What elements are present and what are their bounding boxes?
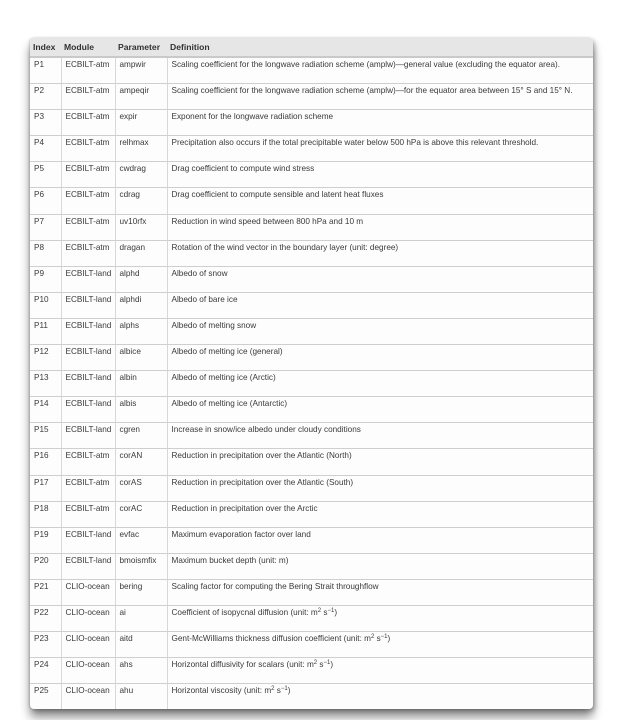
table-row (30, 449, 593, 475)
cell-parameter: corAS (115, 475, 167, 501)
cell-module: ECBILT-atm (61, 188, 115, 214)
cell-parameter: ahu (115, 684, 167, 710)
cell-module: ECBILT-land (61, 345, 115, 371)
cell-module: CLIO-ocean (61, 632, 115, 658)
cell-definition: Albedo of melting ice (Arctic) (167, 371, 593, 397)
cell-index: P11 (30, 318, 61, 344)
cell-definition: Horizontal diffusivity for scalars (unit: $m^2$ $s^{-1}$) (167, 658, 593, 684)
table-row (30, 266, 593, 292)
cell-definition: Albedo of melting snow (167, 318, 593, 344)
cell-parameter: alphd (115, 266, 167, 292)
table-row (30, 136, 593, 162)
table-row (30, 632, 593, 658)
header-index: Index (30, 38, 61, 57)
cell-index: P12 (30, 345, 61, 371)
table-row (30, 684, 593, 710)
table-row (30, 84, 593, 110)
cell-index: P16 (30, 449, 61, 475)
table-row (30, 318, 593, 344)
cell-definition: Scaling factor for computing the Bering Strait throughflow (167, 579, 593, 605)
cell-definition: Exponent for the longwave radiation scheme (167, 110, 593, 136)
table-row (30, 658, 593, 684)
table-row (30, 605, 593, 631)
table-row (30, 371, 593, 397)
table-row (30, 397, 593, 423)
cell-definition: Albedo of melting ice (general) (167, 345, 593, 371)
table-row (30, 292, 593, 318)
cell-module: ECBILT-atm (61, 501, 115, 527)
cell-definition: Increase in snow/ice albedo under cloudy conditions (167, 423, 593, 449)
cell-module: ECBILT-land (61, 266, 115, 292)
cell-parameter: expir (115, 110, 167, 136)
cell-parameter: cgren (115, 423, 167, 449)
cell-definition: Maximum evaporation factor over land (167, 527, 593, 553)
cell-module: ECBILT-atm (61, 162, 115, 188)
cell-parameter: aitd (115, 632, 167, 658)
cell-parameter: uv10rfx (115, 214, 167, 240)
cell-definition: Reduction in precipitation over the Atlantic (South) (167, 475, 593, 501)
cell-parameter: albis (115, 397, 167, 423)
cell-parameter: cwdrag (115, 162, 167, 188)
cell-index: P18 (30, 501, 61, 527)
table-row (30, 475, 593, 501)
cell-module: ECBILT-atm (61, 136, 115, 162)
cell-module: ECBILT-atm (61, 84, 115, 110)
cell-module: ECBILT-land (61, 371, 115, 397)
cell-module: ECBILT-land (61, 423, 115, 449)
cell-parameter: albice (115, 345, 167, 371)
table-row (30, 527, 593, 553)
cell-parameter: bmoismfix (115, 553, 167, 579)
cell-module: CLIO-ocean (61, 579, 115, 605)
cell-definition: Scaling coefficient for the longwave radiation scheme (amplw)—for the equator area between 15° S and 15° N. (167, 84, 593, 110)
cell-index: P19 (30, 527, 61, 553)
table-row (30, 501, 593, 527)
table-row (30, 162, 593, 188)
cell-index: P8 (30, 240, 61, 266)
parameter-table-card (30, 38, 593, 709)
cell-parameter: alphs (115, 318, 167, 344)
cell-index: P22 (30, 605, 61, 631)
cell-index: P6 (30, 188, 61, 214)
table-row (30, 345, 593, 371)
cell-index: P5 (30, 162, 61, 188)
cell-parameter: ai (115, 605, 167, 631)
cell-parameter: evfac (115, 527, 167, 553)
table-row (30, 188, 593, 214)
cell-module: ECBILT-land (61, 397, 115, 423)
cell-definition: Maximum bucket depth (unit: m) (167, 553, 593, 579)
cell-definition: Horizontal viscosity (unit: $m^2$ $s^{-1}$) (167, 684, 593, 710)
cell-module: CLIO-ocean (61, 684, 115, 710)
cell-module: ECBILT-atm (61, 240, 115, 266)
cell-module: ECBILT-land (61, 318, 115, 344)
cell-definition: Gent-McWilliams thickness diffusion coefficient (unit: $m^2$ $s^{-1}$) (167, 632, 593, 658)
cell-module: ECBILT-atm (61, 57, 115, 84)
cell-index: P25 (34, 686, 49, 696)
cell-parameter: ampeqir (115, 84, 167, 110)
cell-module: ECBILT-atm (61, 110, 115, 136)
parameter-table (30, 38, 593, 709)
table-header-row (30, 38, 593, 57)
cell-definition: Drag coefficient to compute wind stress (167, 162, 593, 188)
cell-parameter: cdrag (115, 188, 167, 214)
cell-index: P21 (30, 579, 61, 605)
cell-parameter: alphdi (115, 292, 167, 318)
table-row (30, 240, 593, 266)
cell-index: P13 (30, 371, 61, 397)
cell-index: P2 (30, 84, 61, 110)
table-row (30, 57, 593, 84)
cell-parameter: bering (115, 579, 167, 605)
cell-definition: Drag coefficient to compute sensible and latent heat fluxes (167, 188, 593, 214)
cell-module: ECBILT-atm (61, 214, 115, 240)
cell-parameter: dragan (115, 240, 167, 266)
cell-index: P9 (30, 266, 61, 292)
cell-index: P24 (30, 658, 61, 684)
cell-index: P15 (30, 423, 61, 449)
cell-index: P17 (30, 475, 61, 501)
cell-definition: Reduction in precipitation over the Arctic (167, 501, 593, 527)
cell-index: P1 (30, 57, 61, 84)
cell-module: ECBILT-atm (61, 449, 115, 475)
cell-parameter: corAN (115, 449, 167, 475)
table-row (30, 423, 593, 449)
cell-parameter: ahs (115, 658, 167, 684)
cell-definition: Precipitation also occurs if the total precipitable water below 500 hPa is above this relevant threshold. (167, 136, 593, 162)
cell-definition: Reduction in precipitation over the Atlantic (North) (167, 449, 593, 475)
cell-index: P3 (30, 110, 61, 136)
cell-index: P7 (30, 214, 61, 240)
cell-module: ECBILT-land (61, 527, 115, 553)
header-definition: Definition (167, 38, 593, 57)
cell-module: ECBILT-atm (61, 475, 115, 501)
cell-definition: Albedo of snow (167, 266, 593, 292)
table-row (30, 579, 593, 605)
cell-parameter: ampwir (115, 57, 167, 84)
cell-module: ECBILT-land (61, 292, 115, 318)
cell-parameter: relhmax (115, 136, 167, 162)
cell-definition: Rotation of the wind vector in the boundary layer (unit: degree) (167, 240, 593, 266)
cell-index: P14 (30, 397, 61, 423)
table-row (30, 553, 593, 579)
table-row (30, 110, 593, 136)
cell-definition: Scaling coefficient for the longwave radiation scheme (amplw)—general value (excluding the equator area). (167, 57, 593, 84)
cell-definition: Albedo of melting ice (Antarctic) (167, 397, 593, 423)
cell-module: ECBILT-land (61, 553, 115, 579)
cell-module: CLIO-ocean (61, 658, 115, 684)
cell-index: P4 (30, 136, 61, 162)
cell-index: P23 (30, 632, 61, 658)
cell-definition: Coefficient of isopycnal diffusion (unit: $m^2$ $s^{-1}$) (167, 605, 593, 631)
table-body (30, 57, 593, 709)
cell-index: P10 (30, 292, 61, 318)
table-row (30, 214, 593, 240)
cell-parameter: albin (115, 371, 167, 397)
cell-definition: Albedo of bare ice (167, 292, 593, 318)
cell-index: P20 (30, 553, 61, 579)
cell-parameter: corAC (115, 501, 167, 527)
header-parameter: Parameter (115, 38, 167, 57)
header-module: Module (61, 38, 115, 57)
cell-module: CLIO-ocean (61, 605, 115, 631)
cell-definition: Reduction in wind speed between 800 hPa and 10 m (167, 214, 593, 240)
